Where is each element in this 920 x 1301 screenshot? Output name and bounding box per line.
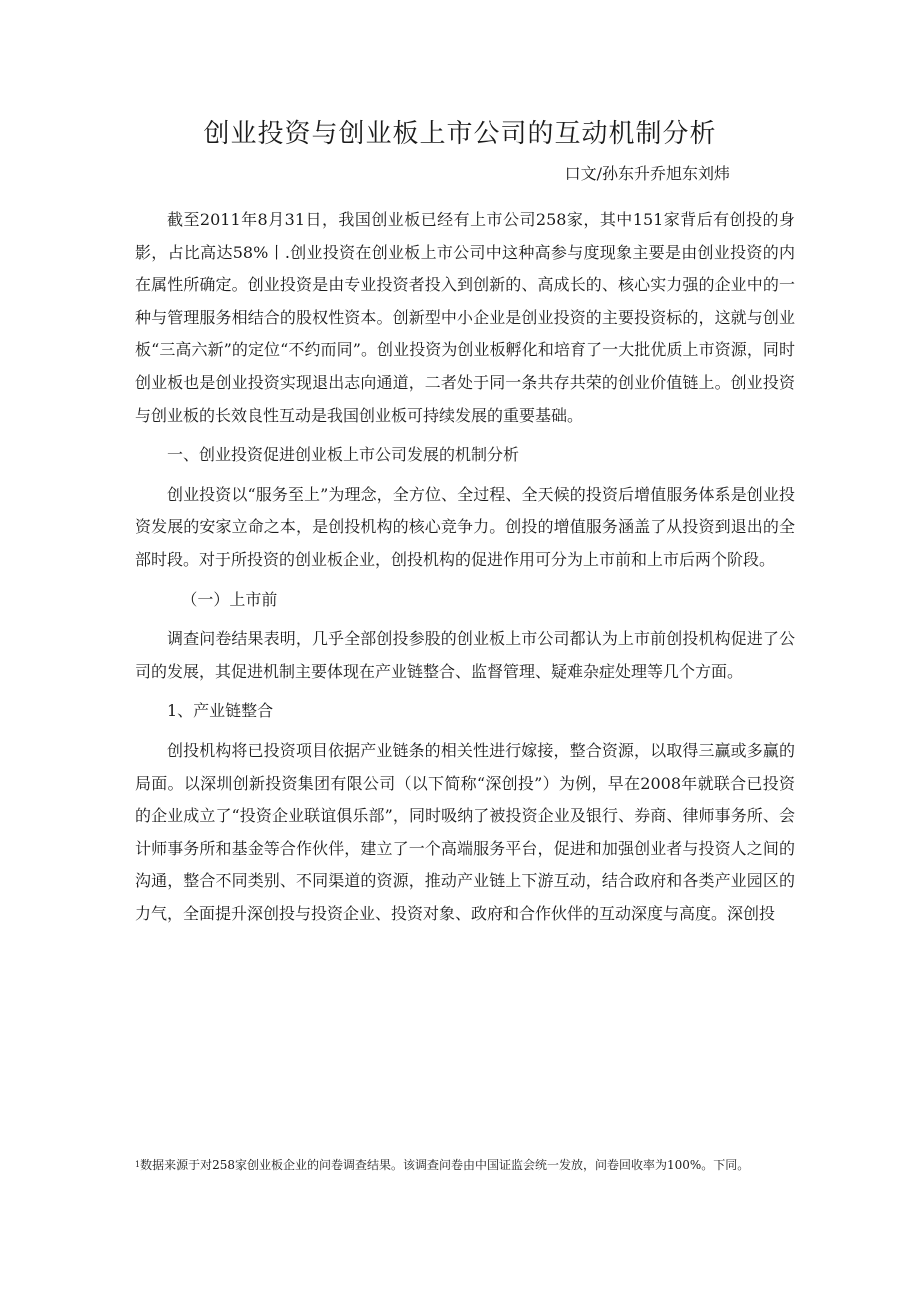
section-paragraph: 创业投资以“服务至上”为理念，全方位、全过程、全天候的投资后增值服务体系是创业投资发展的安家立命之本，是创投机构的核心竞争力。创投的增值服务涵盖了从投资到退出的全部时段。对于所投资的创业板企业，创投机构的促进作用可分为上市前和上市后两个阶段。: [135, 484, 795, 569]
item-heading: 1、产业链整合: [167, 701, 274, 721]
footnote: [135, 1156, 835, 1174]
footnote-text: 数据来源于对258家创业板企业的问卷调查结果。该调查问卷由中国证监会统一发放，问卷回收率为100%。下同。: [140, 1158, 750, 1172]
page-title: 创业投资与创业板上市公司的互动机制分析: [203, 119, 717, 149]
author-byline: 口文/孙东升乔旭东刘炜: [564, 164, 730, 183]
subsection-heading: （一）上市前: [181, 589, 278, 609]
footnote-marker: 1: [135, 1160, 141, 1169]
document-body: [135, 204, 795, 930]
section-heading: 一、创业投资促进创业板上市公司发展的机制分析: [167, 445, 520, 465]
intro-paragraph: 截至2011年8月31日，我国创业板已经有上市公司258家，其中151家背后有创投的身影，占比高达58%丨.创业投资在创业板上市公司中这种高参与度现象主要是由创业投资的内在属性所确定。创业投资是由专业投资者投入到创新的、高成长的、核心实力强的企业中的一种与管理服务相结合的股权性资本。创新型中小企业是创业投资的主要投资标的，这就与创业板“三高六新”的定位“不约而同”。创业投资为创业板孵化和培育了一大批优质上市资源，同时创业板也是创业投资实现退出志向通道，二者处于同一条共存共荣的创业价值链上。创业投资与创业板的长效良性互动是我国创业板可持续发展的重要基础。: [135, 210, 795, 425]
item-paragraph: 创投机构将已投资项目依据产业链条的相关性进行嫁接，整合资源，以取得三赢或多赢的局面。以深圳创新投资集团有限公司（以下简称“深创投”）为例，早在2008年就联合已投资的企业成立了“投资企业联谊俱乐部”，同时吸纳了被投资企业及银行、券商、律师事务所、会计师事务所和基金等合作伙伴，建立了一个高端服务平台，促进和加强创业者与投资人之间的沟通，整合不同类别、不同渠道的资源，推动产业链上下游互动，结合政府和各类产业园区的力气，全面提升深创投与投资企业、投资对象、政府和合作伙伴的互动深度与高度。深创投: [135, 740, 795, 923]
subsection-paragraph: 调查问卷结果表明，几乎全部创投参股的创业板上市公司都认为上市前创投机构促进了公司的发展，其促进机制主要体现在产业链整合、监督管理、疑难杂症处理等几个方面。: [135, 629, 795, 681]
